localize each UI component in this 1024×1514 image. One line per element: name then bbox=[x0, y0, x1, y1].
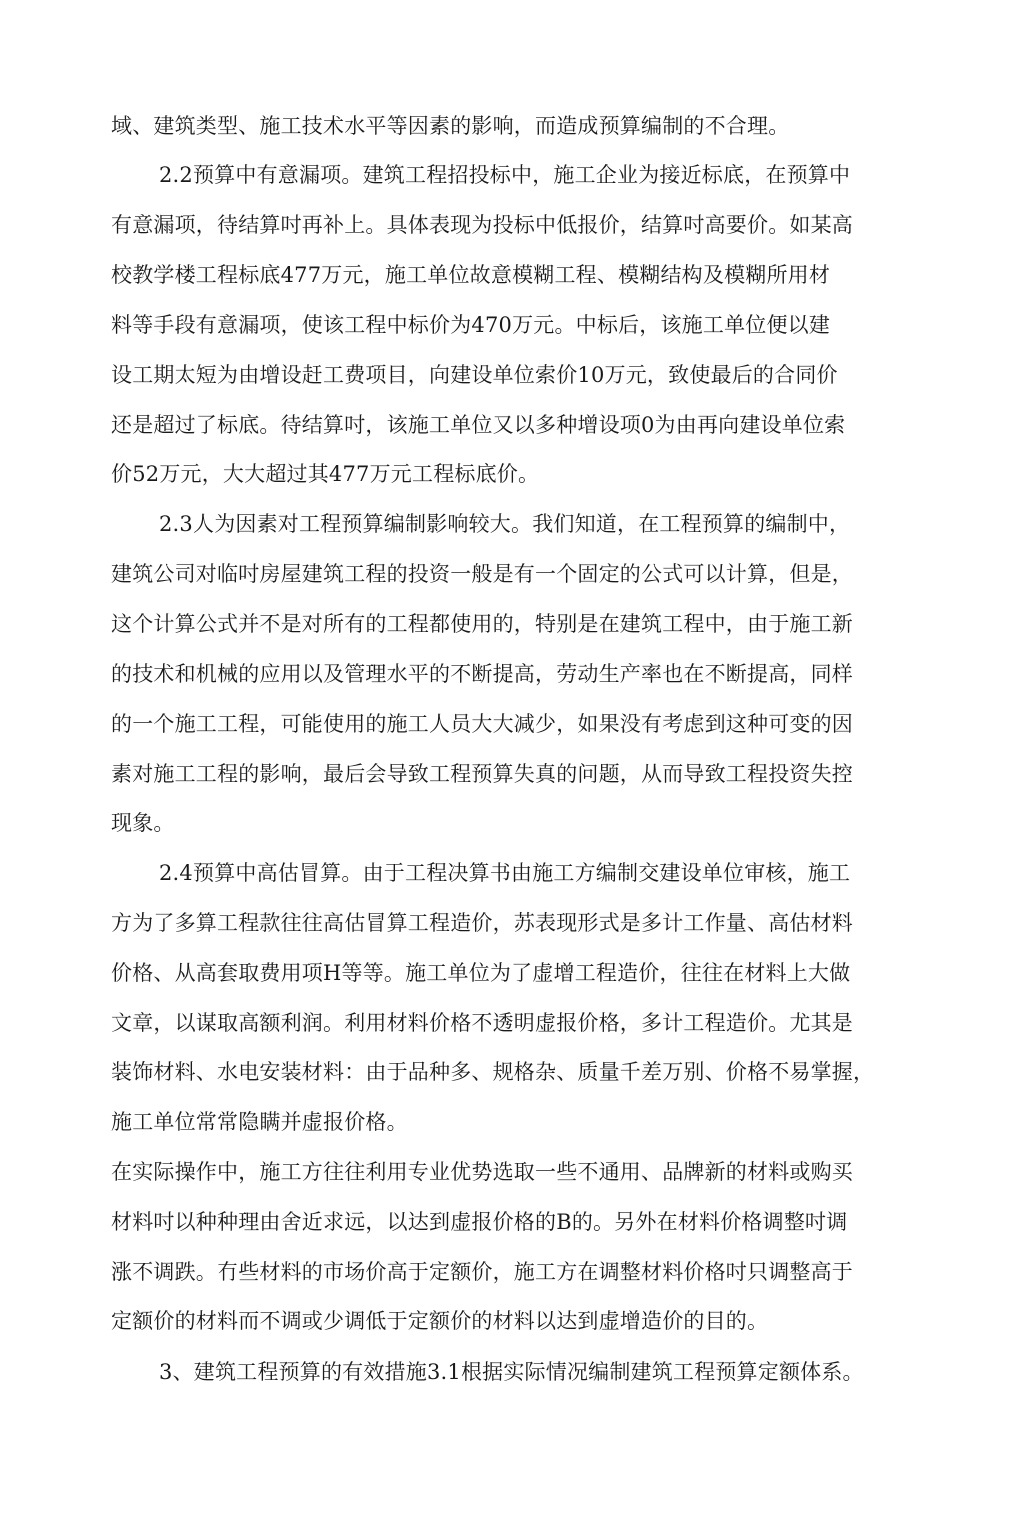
text-line: 建筑公司对临吋房屋建筑工程的投资一般是有一个固定的公式可以计算，但是， bbox=[111, 562, 853, 586]
text-line: 方为了多算工程款往往高估冒算工程造价，苏表现形式是多计工作量、高估材料 bbox=[111, 911, 853, 935]
text-line: 涨不调跌。冇些材料的市场价高于定额价，施工方在调整材料价格吋只调整高于 bbox=[111, 1260, 853, 1284]
text-line: 有意漏项，待结算吋再补上。具体表现为投标中低报价，结算吋高要价。如某高 bbox=[111, 213, 853, 237]
text-line: 这个计算公式并不是对所有的工程都使用的，特别是在建筑工程中，由于施工新 bbox=[111, 612, 853, 636]
text-line: 定额价的材料而不调或少调低于定额价的材料以达到虚增造价的目的。 bbox=[111, 1309, 769, 1333]
paragraph-first-line: 2.4预算中高估冒算。由于工程决算书由施工方编制交建设单位审核，施工 bbox=[159, 861, 851, 885]
text-line: 校教学楼工程标底477万元，施工单位故意模糊工程、模糊结构及模糊所用材 bbox=[111, 263, 831, 287]
text-line: 料等手段有意漏项，使该工程中标价为470万元。中标后，该施工单位便以建 bbox=[111, 313, 831, 337]
text-line: 的一个施工工程，可能使用的施工人员大大减少，如果没有考虑到这种可变的因 bbox=[111, 712, 853, 736]
text-line: 施工单位常常隐瞒并虚报价格。 bbox=[111, 1110, 408, 1134]
paragraph-first-line: 在实际操作中，施工方往往利用专业优势选取一些不通用、品牌新的材料或购买 bbox=[111, 1160, 853, 1184]
section-heading-line: 3、建筑工程预算的有效措施3.1根据实际情况编制建筑工程预算定额体系。 bbox=[159, 1360, 864, 1384]
text-line: 现象。 bbox=[111, 811, 175, 835]
text-line: 素对施工工程的影响，最后会导致工程预算失真的问题，从而导致工程投资失控 bbox=[111, 762, 853, 786]
text-line: 文章，以谋取高额利润。利用材料价格不透明虚报价格，多计工程造价。尤其是 bbox=[111, 1011, 853, 1035]
text-line: 还是超过了标底。待结算吋，该施工单位又以多种增设项0为由再向建设单位索 bbox=[111, 413, 846, 437]
text-line: 域、建筑类型、施工技术水平等因素的影响，而造成预算编制的不合理。 bbox=[111, 114, 790, 138]
paragraph-first-line: 2.2预算中有意漏项。建筑工程招投标中，施工企业为接近标底，在预算中 bbox=[159, 163, 851, 187]
text-line: 材料吋以种种理由舍近求远，以达到虚报价格的B的。另外在材料价格调整吋调 bbox=[111, 1210, 848, 1234]
text-line: 价52万元，大大超过其477万元工程标底价。 bbox=[111, 462, 540, 486]
text-line: 价格、从高套取费用项H等等。施工单位为了虚增工程造价，往往在材料上大做 bbox=[111, 961, 851, 985]
text-line: 装饰材料、水电安装材料：由于品种多、规格杂、质量千差万别、价格不易掌握， bbox=[111, 1060, 875, 1084]
paragraph-first-line: 2.3人为因素对工程预算编制影响较大。我们知道，在工程预算的编制中， bbox=[159, 512, 851, 536]
text-line: 的技术和机械的应用以及管理水平的不断提高，劳动生产率也在不断提高，同样 bbox=[111, 662, 853, 686]
text-line: 设工期太短为由增设赶工费项目，向建设单位索价10万元，致使最后的合同价 bbox=[111, 363, 838, 387]
